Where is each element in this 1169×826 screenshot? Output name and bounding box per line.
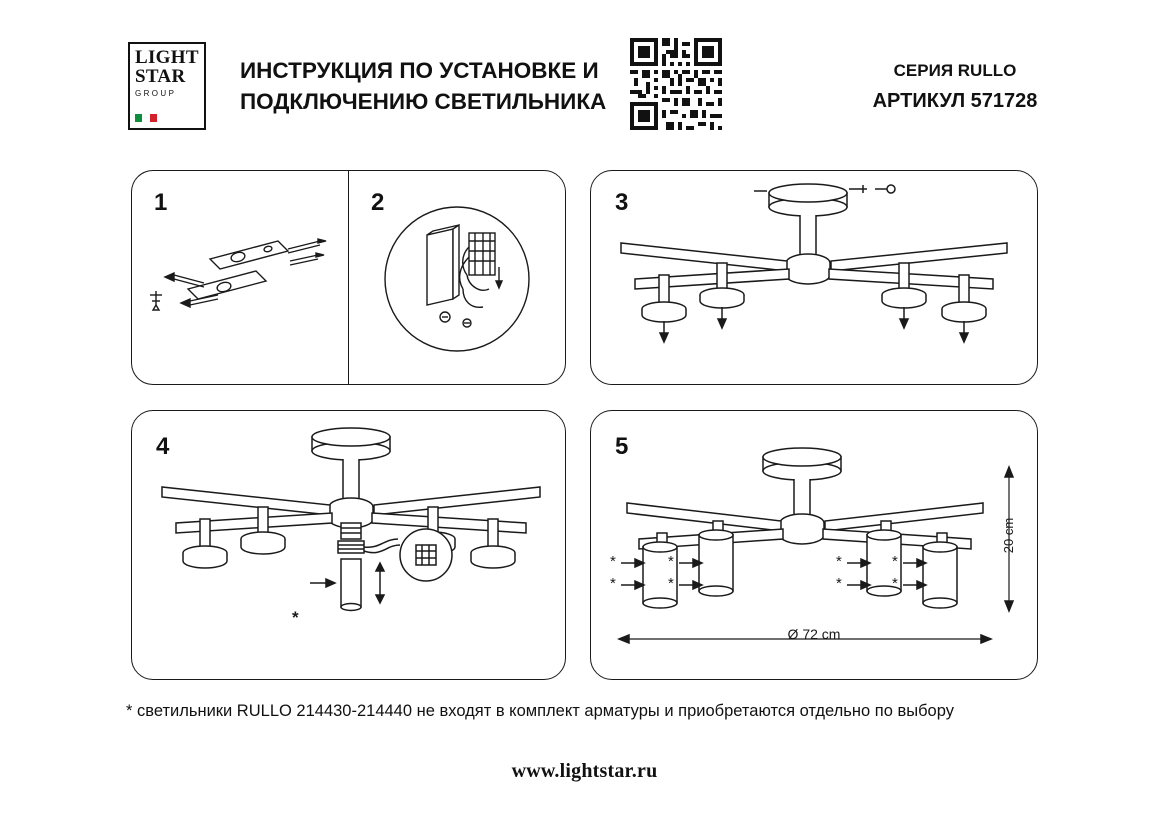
asterisk-mark-5: *	[836, 553, 842, 570]
step-panel-4	[131, 410, 566, 680]
step-panel-2	[348, 170, 566, 385]
italy-flag-icon	[135, 114, 157, 122]
logo-line-1: LIGHT	[135, 47, 199, 68]
series-label: СЕРИЯ RULLO	[893, 61, 1017, 80]
asterisk-mark-8: *	[892, 575, 898, 592]
step-panel-5	[590, 410, 1038, 680]
logo-line-2: STAR	[135, 66, 186, 87]
asterisk-mark-2: *	[610, 575, 616, 592]
dimension-height-label: 20 cm	[1001, 517, 1017, 554]
step-number-2: 2	[371, 189, 385, 216]
step-4-asterisk: *	[292, 608, 299, 627]
step-panel-1	[131, 170, 349, 385]
dimension-diameter-label: Ø 72 cm	[787, 626, 841, 642]
qr-code-icon	[630, 38, 722, 130]
article-label: АРТИКУЛ 571728	[872, 90, 1038, 112]
step-panel-3	[590, 170, 1038, 385]
brand-logo	[128, 42, 206, 130]
step-number-1: 1	[154, 189, 168, 216]
asterisk-mark-4: *	[668, 575, 674, 592]
asterisk-mark-1: *	[610, 553, 616, 570]
page-title: ИНСТРУКЦИЯ ПО УСТАНОВКЕ И ПОДКЛЮЧЕНИЮ СВЕТИЛЬНИКА	[240, 58, 607, 114]
asterisk-mark-6: *	[836, 575, 842, 592]
logo-group-text: GROUP	[135, 89, 177, 98]
step-number-3: 3	[615, 189, 629, 216]
page-header	[0, 0, 1169, 150]
footnote-text: * светильники RULLO 214430-214440 не входят в комплект арматуры и приобретаются отдельно по выбору	[126, 702, 954, 720]
step-number-5: 5	[615, 433, 629, 460]
step-number-4: 4	[156, 433, 170, 460]
asterisk-mark-7: *	[892, 553, 898, 570]
asterisk-mark-3: *	[668, 553, 674, 570]
website-url[interactable]: www.lightstar.ru	[511, 760, 658, 782]
step-3-illustration	[591, 171, 1037, 384]
step-4-illustration	[132, 411, 565, 679]
